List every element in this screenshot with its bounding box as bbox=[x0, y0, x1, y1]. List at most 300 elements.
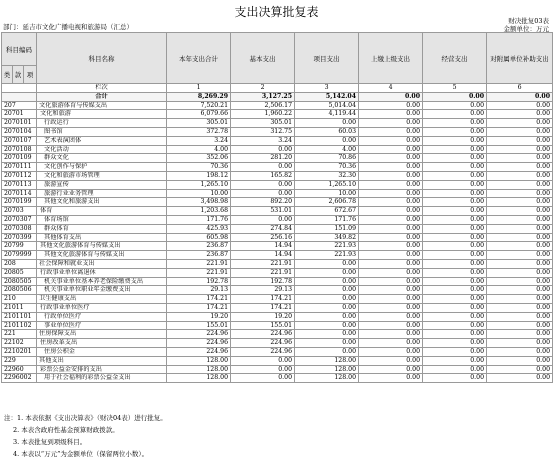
amount-cell: 29.13 bbox=[167, 286, 231, 295]
amount-cell: 155.01 bbox=[231, 321, 295, 330]
subject-name: 事业单位医疗 bbox=[37, 321, 167, 330]
expenditure-table bbox=[1, 32, 553, 383]
amount-cell: 0.00 bbox=[295, 277, 359, 286]
amount-cell: 171.76 bbox=[167, 215, 231, 224]
table-row bbox=[2, 356, 553, 365]
amount-cell: 349.82 bbox=[295, 233, 359, 242]
amount-cell: 256.16 bbox=[231, 233, 295, 242]
header-code: 科目编码 bbox=[2, 33, 37, 66]
column-index: 6 bbox=[487, 84, 553, 93]
amount-cell: 6,079.66 bbox=[167, 110, 231, 119]
subject-code: 2070199 bbox=[2, 198, 37, 207]
total-cell: 0.00 bbox=[359, 92, 423, 101]
table-row bbox=[2, 154, 553, 163]
subject-name: 行政运行 bbox=[37, 119, 167, 128]
amount-cell: 0.00 bbox=[295, 339, 359, 348]
amount-cell: 0.00 bbox=[359, 154, 423, 163]
subject-code: 2070107 bbox=[2, 136, 37, 145]
amount-cell: 0.00 bbox=[487, 127, 553, 136]
subject-name: 文化旅游体育与传媒支出 bbox=[37, 101, 167, 110]
subject-name: 其他体育支出 bbox=[37, 233, 167, 242]
subject-code: 2070112 bbox=[2, 171, 37, 180]
subject-name: 其他文化和旅游支出 bbox=[37, 198, 167, 207]
amount-cell: 0.00 bbox=[295, 312, 359, 321]
amount-cell: 0.00 bbox=[423, 145, 487, 154]
amount-cell: 0.00 bbox=[487, 154, 553, 163]
amount-cell: 0.00 bbox=[423, 163, 487, 172]
amount-cell: 1,203.68 bbox=[167, 207, 231, 216]
amount-cell: 0.00 bbox=[423, 207, 487, 216]
amount-cell: 224.96 bbox=[167, 347, 231, 356]
amount-cell: 0.00 bbox=[359, 163, 423, 172]
amount-cell: 0.00 bbox=[295, 295, 359, 304]
amount-cell: 0.00 bbox=[359, 251, 423, 260]
table-row bbox=[2, 347, 553, 356]
amount-cell: 0.00 bbox=[487, 312, 553, 321]
amount-cell: 3.24 bbox=[167, 136, 231, 145]
total-cell: 0.00 bbox=[423, 92, 487, 101]
subject-code: 207 bbox=[2, 101, 37, 110]
amount-cell: 0.00 bbox=[487, 119, 553, 128]
total-cell: 8,269.29 bbox=[167, 92, 231, 101]
table-row bbox=[2, 242, 553, 251]
amount-cell: 221.91 bbox=[167, 259, 231, 268]
amount-cell: 0.00 bbox=[423, 154, 487, 163]
amount-cell: 0.00 bbox=[359, 242, 423, 251]
amount-cell: 221.91 bbox=[231, 259, 295, 268]
amount-cell: 0.00 bbox=[359, 101, 423, 110]
amount-cell: 14.94 bbox=[231, 251, 295, 260]
amount-cell: 0.00 bbox=[423, 127, 487, 136]
amount-cell: 221.93 bbox=[295, 251, 359, 260]
amount-cell: 0.00 bbox=[423, 303, 487, 312]
amount-cell: 0.00 bbox=[423, 198, 487, 207]
amount-cell: 221.93 bbox=[295, 242, 359, 251]
table-row bbox=[2, 312, 553, 321]
amount-cell: 0.00 bbox=[487, 365, 553, 374]
amount-cell: 0.00 bbox=[487, 321, 553, 330]
subject-name: 机关事业单位基本养老保险缴费支出 bbox=[37, 277, 167, 286]
table-row bbox=[2, 268, 553, 277]
amount-cell: 305.01 bbox=[231, 119, 295, 128]
column-index: 3 bbox=[295, 84, 359, 93]
table-row bbox=[2, 277, 553, 286]
amount-cell: 0.00 bbox=[423, 259, 487, 268]
amount-cell: 0.00 bbox=[359, 330, 423, 339]
notes bbox=[4, 412, 167, 460]
table-row bbox=[2, 224, 553, 233]
amount-cell: 70.36 bbox=[295, 163, 359, 172]
amount-cell: 0.00 bbox=[295, 136, 359, 145]
subject-code: 20799 bbox=[2, 242, 37, 251]
amount-cell: 224.96 bbox=[167, 339, 231, 348]
table-row bbox=[2, 365, 553, 374]
amount-cell: 0.00 bbox=[359, 374, 423, 383]
amount-cell: 0.00 bbox=[231, 374, 295, 383]
amount-cell: 0.00 bbox=[359, 198, 423, 207]
table-row bbox=[2, 198, 553, 207]
amount-cell: 892.20 bbox=[231, 198, 295, 207]
header-upper: 上缴上级支出 bbox=[359, 33, 423, 84]
amount-cell: 224.96 bbox=[231, 339, 295, 348]
amount-cell: 0.00 bbox=[487, 189, 553, 198]
amount-cell: 0.00 bbox=[487, 286, 553, 295]
amount-cell: 0.00 bbox=[359, 321, 423, 330]
table-row bbox=[2, 136, 553, 145]
table-row bbox=[2, 215, 553, 224]
table-row bbox=[2, 259, 553, 268]
amount-cell: 0.00 bbox=[295, 119, 359, 128]
amount-cell: 128.00 bbox=[295, 356, 359, 365]
amount-cell: 531.01 bbox=[231, 207, 295, 216]
note-line: 注：1. 本表依据《支出决算表》（财决04表）进行批复。 bbox=[4, 414, 167, 422]
total-cell: 5,142.04 bbox=[295, 92, 359, 101]
page-title: 支出决算批复表 bbox=[234, 5, 319, 19]
amount-cell: 0.00 bbox=[487, 277, 553, 286]
amount-cell: 0.00 bbox=[231, 356, 295, 365]
amount-cell: 1,265.10 bbox=[167, 180, 231, 189]
amount-cell: 0.00 bbox=[359, 295, 423, 304]
amount-cell: 128.00 bbox=[167, 356, 231, 365]
amount-cell: 0.00 bbox=[487, 171, 553, 180]
amount-cell: 221.91 bbox=[167, 268, 231, 277]
amount-cell: 19.20 bbox=[167, 312, 231, 321]
amount-cell: 0.00 bbox=[487, 163, 553, 172]
subject-code: 20805 bbox=[2, 268, 37, 277]
amount-cell: 224.96 bbox=[231, 330, 295, 339]
amount-cell: 0.00 bbox=[487, 251, 553, 260]
note-line: 4. 本表以“万元”为金额单位（保留两位小数）。 bbox=[13, 450, 149, 458]
amount-cell: 0.00 bbox=[359, 259, 423, 268]
subject-code: 2079999 bbox=[2, 251, 37, 260]
amount-cell: 70.36 bbox=[167, 163, 231, 172]
subject-code: 2070104 bbox=[2, 127, 37, 136]
amount-cell: 0.00 bbox=[359, 145, 423, 154]
amount-cell: 0.00 bbox=[423, 374, 487, 383]
amount-cell: 0.00 bbox=[359, 215, 423, 224]
amount-cell: 0.00 bbox=[423, 339, 487, 348]
amount-cell: 192.78 bbox=[231, 277, 295, 286]
subject-code: 2070399 bbox=[2, 233, 37, 242]
column-index-label: 栏次 bbox=[37, 84, 167, 93]
subject-name: 文化创作与保护 bbox=[37, 163, 167, 172]
subject-code: 20703 bbox=[2, 207, 37, 216]
header-subsidy: 对附属单位补助支出 bbox=[487, 33, 553, 84]
amount-cell: 0.00 bbox=[423, 321, 487, 330]
amount-cell: 0.00 bbox=[359, 356, 423, 365]
amount-cell: 0.00 bbox=[231, 189, 295, 198]
amount-cell: 605.98 bbox=[167, 233, 231, 242]
subject-code: 2070114 bbox=[2, 189, 37, 198]
table-row bbox=[2, 163, 553, 172]
amount-cell: 0.00 bbox=[487, 295, 553, 304]
amount-cell: 0.00 bbox=[423, 356, 487, 365]
amount-cell: 0.00 bbox=[487, 136, 553, 145]
subject-code: 2070108 bbox=[2, 145, 37, 154]
amount-cell: 174.21 bbox=[167, 303, 231, 312]
amount-cell: 0.00 bbox=[487, 198, 553, 207]
amount-cell: 312.75 bbox=[231, 127, 295, 136]
form-number: 财决批复03表 bbox=[508, 17, 549, 25]
amount-cell: 0.00 bbox=[423, 110, 487, 119]
subject-code: 208 bbox=[2, 259, 37, 268]
amount-cell: 0.00 bbox=[423, 119, 487, 128]
subject-code: 21011 bbox=[2, 303, 37, 312]
amount-cell: 0.00 bbox=[359, 286, 423, 295]
amount-cell: 0.00 bbox=[487, 233, 553, 242]
amount-cell: 174.21 bbox=[231, 295, 295, 304]
amount-cell: 0.00 bbox=[487, 207, 553, 216]
amount-cell: 274.84 bbox=[231, 224, 295, 233]
subject-code: 2070113 bbox=[2, 180, 37, 189]
amount-cell: 1,265.10 bbox=[295, 180, 359, 189]
note-line: 2. 本表含政府性基金预算财政拨款。 bbox=[13, 426, 119, 434]
amount-cell: 4.00 bbox=[295, 145, 359, 154]
amount-cell: 0.00 bbox=[423, 347, 487, 356]
subject-code: 2101102 bbox=[2, 321, 37, 330]
subject-code: 2070109 bbox=[2, 154, 37, 163]
amount-cell: 0.00 bbox=[423, 180, 487, 189]
subject-code: 2080506 bbox=[2, 286, 37, 295]
subject-name: 旅游行业业务管理 bbox=[37, 189, 167, 198]
amount-cell: 0.00 bbox=[487, 101, 553, 110]
header-operating: 经营支出 bbox=[423, 33, 487, 84]
amount-cell: 352.06 bbox=[167, 154, 231, 163]
table-row bbox=[2, 189, 553, 198]
table-row bbox=[2, 180, 553, 189]
amount-cell: 224.96 bbox=[167, 330, 231, 339]
subject-name: 住房保障支出 bbox=[37, 330, 167, 339]
amount-cell: 128.00 bbox=[167, 365, 231, 374]
subject-name: 住房公积金 bbox=[37, 347, 167, 356]
amount-cell: 0.00 bbox=[295, 347, 359, 356]
amount-cell: 0.00 bbox=[359, 312, 423, 321]
total-row bbox=[2, 92, 553, 101]
total-cell: 0.00 bbox=[487, 92, 553, 101]
amount-cell: 174.21 bbox=[167, 295, 231, 304]
amount-cell: 0.00 bbox=[359, 233, 423, 242]
amount-cell: 0.00 bbox=[487, 145, 553, 154]
amount-cell: 0.00 bbox=[359, 277, 423, 286]
amount-cell: 0.00 bbox=[423, 330, 487, 339]
amount-cell: 0.00 bbox=[423, 136, 487, 145]
amount-cell: 0.00 bbox=[487, 215, 553, 224]
subject-code: 2296002 bbox=[2, 374, 37, 383]
subject-name: 艺术表演团体 bbox=[37, 136, 167, 145]
subject-name: 行政单位医疗 bbox=[37, 312, 167, 321]
amount-cell: 0.00 bbox=[487, 330, 553, 339]
subject-code: 2080505 bbox=[2, 277, 37, 286]
amount-cell: 0.00 bbox=[231, 163, 295, 172]
subject-name: 群众文化 bbox=[37, 154, 167, 163]
subject-name: 用于社会福利的彩票公益金支出 bbox=[37, 374, 167, 383]
subject-name: 社会保障和就业支出 bbox=[37, 259, 167, 268]
subject-code: 229 bbox=[2, 356, 37, 365]
amount-cell: 10.00 bbox=[167, 189, 231, 198]
amount-cell: 192.78 bbox=[167, 277, 231, 286]
table-row bbox=[2, 119, 553, 128]
amount-cell: 2,506.17 bbox=[231, 101, 295, 110]
amount-cell: 0.00 bbox=[423, 189, 487, 198]
subject-code: 2210201 bbox=[2, 347, 37, 356]
table-row bbox=[2, 110, 553, 119]
amount-cell: 174.21 bbox=[231, 303, 295, 312]
amount-cell: 29.13 bbox=[231, 286, 295, 295]
header-total: 本年支出合计 bbox=[167, 33, 231, 84]
table-row bbox=[2, 286, 553, 295]
amount-cell: 236.87 bbox=[167, 251, 231, 260]
amount-cell: 0.00 bbox=[423, 295, 487, 304]
amount-cell: 425.93 bbox=[167, 224, 231, 233]
amount-cell: 221.91 bbox=[231, 268, 295, 277]
amount-cell: 2,606.78 bbox=[295, 198, 359, 207]
table-row bbox=[2, 171, 553, 180]
subject-name: 彩票公益金安排的支出 bbox=[37, 365, 167, 374]
subject-name: 行政事业单位离退休 bbox=[37, 268, 167, 277]
amount-cell: 0.00 bbox=[359, 347, 423, 356]
subject-code: 20701 bbox=[2, 110, 37, 119]
subject-name: 住房改革支出 bbox=[37, 339, 167, 348]
amount-cell: 5,014.04 bbox=[295, 101, 359, 110]
amount-cell: 3,498.98 bbox=[167, 198, 231, 207]
column-index: 4 bbox=[359, 84, 423, 93]
table-row bbox=[2, 251, 553, 260]
subject-code: 2101101 bbox=[2, 312, 37, 321]
subject-name: 图书馆 bbox=[37, 127, 167, 136]
note-line: 3. 本表批复到项级科目。 bbox=[13, 438, 87, 446]
amount-cell: 60.03 bbox=[295, 127, 359, 136]
amount-cell: 0.00 bbox=[359, 136, 423, 145]
amount-cell: 372.78 bbox=[167, 127, 231, 136]
subject-name: 其他文化旅游体育与传媒支出 bbox=[37, 242, 167, 251]
amount-cell: 305.01 bbox=[167, 119, 231, 128]
amount-cell: 0.00 bbox=[423, 224, 487, 233]
unit-label: 金额单位：万元 bbox=[503, 25, 549, 33]
amount-cell: 0.00 bbox=[487, 347, 553, 356]
amount-cell: 0.00 bbox=[423, 365, 487, 374]
amount-cell: 4,119.44 bbox=[295, 110, 359, 119]
amount-cell: 0.00 bbox=[423, 312, 487, 321]
amount-cell: 0.00 bbox=[423, 286, 487, 295]
table-row bbox=[2, 303, 553, 312]
amount-cell: 0.00 bbox=[359, 127, 423, 136]
amount-cell: 0.00 bbox=[487, 242, 553, 251]
amount-cell: 0.00 bbox=[295, 259, 359, 268]
subject-name: 文化和旅游 bbox=[37, 110, 167, 119]
amount-cell: 10.00 bbox=[295, 189, 359, 198]
amount-cell: 0.00 bbox=[423, 233, 487, 242]
amount-cell: 128.00 bbox=[295, 365, 359, 374]
header-project: 项目支出 bbox=[295, 33, 359, 84]
amount-cell: 0.00 bbox=[231, 180, 295, 189]
amount-cell: 0.00 bbox=[423, 171, 487, 180]
amount-cell: 0.00 bbox=[423, 268, 487, 277]
total-label: 合计 bbox=[37, 92, 167, 101]
column-index: 2 bbox=[231, 84, 295, 93]
amount-cell: 0.00 bbox=[359, 365, 423, 374]
amount-cell: 128.00 bbox=[167, 374, 231, 383]
amount-cell: 171.76 bbox=[295, 215, 359, 224]
amount-cell: 0.00 bbox=[423, 277, 487, 286]
amount-cell: 0.00 bbox=[295, 330, 359, 339]
table-row bbox=[2, 321, 553, 330]
subject-name: 群众体育 bbox=[37, 224, 167, 233]
header-lei: 类 bbox=[2, 66, 13, 84]
amount-cell: 0.00 bbox=[359, 339, 423, 348]
table-row bbox=[2, 101, 553, 110]
subject-code: 221 bbox=[2, 330, 37, 339]
amount-cell: 0.00 bbox=[423, 242, 487, 251]
subject-name: 文化活动 bbox=[37, 145, 167, 154]
amount-cell: 0.00 bbox=[359, 207, 423, 216]
subject-code: 210 bbox=[2, 295, 37, 304]
amount-cell: 4.00 bbox=[167, 145, 231, 154]
amount-cell: 0.00 bbox=[487, 374, 553, 383]
table-row bbox=[2, 339, 553, 348]
amount-cell: 281.20 bbox=[231, 154, 295, 163]
subject-name: 旅游宣传 bbox=[37, 180, 167, 189]
table-row bbox=[2, 127, 553, 136]
table-row bbox=[2, 295, 553, 304]
column-index: 1 bbox=[167, 84, 231, 93]
amount-cell: 7,520.21 bbox=[167, 101, 231, 110]
amount-cell: 155.01 bbox=[167, 321, 231, 330]
subject-name: 行政事业单位医疗 bbox=[37, 303, 167, 312]
amount-cell: 151.09 bbox=[295, 224, 359, 233]
subject-name: 卫生健康支出 bbox=[37, 295, 167, 304]
amount-cell: 0.00 bbox=[231, 145, 295, 154]
amount-cell: 14.94 bbox=[231, 242, 295, 251]
subject-name: 其他支出 bbox=[37, 356, 167, 365]
amount-cell: 0.00 bbox=[487, 339, 553, 348]
header-kuan: 款 bbox=[13, 66, 24, 84]
amount-cell: 32.30 bbox=[295, 171, 359, 180]
amount-cell: 672.67 bbox=[295, 207, 359, 216]
amount-cell: 0.00 bbox=[423, 251, 487, 260]
amount-cell: 0.00 bbox=[423, 101, 487, 110]
amount-cell: 0.00 bbox=[487, 268, 553, 277]
table-row bbox=[2, 374, 553, 383]
subject-name: 体育场馆 bbox=[37, 215, 167, 224]
subject-code: 22102 bbox=[2, 339, 37, 348]
amount-cell: 165.82 bbox=[231, 171, 295, 180]
amount-cell: 0.00 bbox=[359, 268, 423, 277]
amount-cell: 128.00 bbox=[295, 374, 359, 383]
subject-code: 22960 bbox=[2, 365, 37, 374]
amount-cell: 0.00 bbox=[359, 303, 423, 312]
column-index: 5 bbox=[423, 84, 487, 93]
amount-cell: 224.96 bbox=[231, 347, 295, 356]
header-name: 科目名称 bbox=[37, 33, 167, 84]
subject-code: 2070111 bbox=[2, 163, 37, 172]
table-row bbox=[2, 145, 553, 154]
amount-cell: 0.00 bbox=[359, 119, 423, 128]
amount-cell: 0.00 bbox=[423, 215, 487, 224]
amount-cell: 0.00 bbox=[487, 110, 553, 119]
amount-cell: 0.00 bbox=[295, 268, 359, 277]
amount-cell: 0.00 bbox=[487, 180, 553, 189]
amount-cell: 0.00 bbox=[487, 224, 553, 233]
amount-cell: 70.86 bbox=[295, 154, 359, 163]
subject-code: 2070308 bbox=[2, 224, 37, 233]
total-cell: 3,127.25 bbox=[231, 92, 295, 101]
amount-cell: 0.00 bbox=[295, 303, 359, 312]
amount-cell: 0.00 bbox=[359, 180, 423, 189]
subject-name: 体育 bbox=[37, 207, 167, 216]
amount-cell: 0.00 bbox=[295, 286, 359, 295]
amount-cell: 0.00 bbox=[359, 224, 423, 233]
amount-cell: 236.87 bbox=[167, 242, 231, 251]
